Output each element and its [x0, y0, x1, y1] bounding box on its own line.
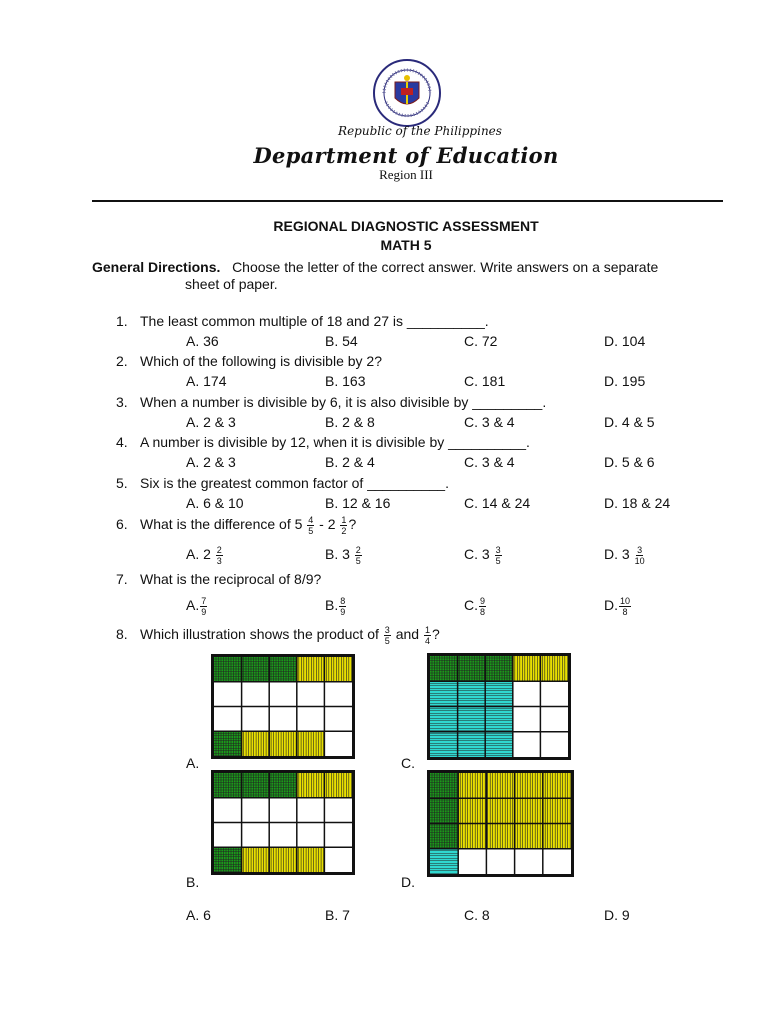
figure-b-label: B.	[186, 874, 200, 890]
q5-option-c: C. 14 & 24	[464, 495, 531, 511]
figure-d-grid	[427, 770, 574, 877]
question-text: The least common multiple of 18 and 27 is __________.	[140, 313, 489, 329]
question-4: 4. A number is divisible by 12, when it is divisible by __________.	[116, 434, 530, 450]
q4-option-d: D. 5 & 6	[604, 454, 655, 470]
q7-option-a: A. $\frac{7}{9}$	[186, 596, 207, 617]
fraction: $\frac{3}{5}$	[384, 625, 390, 646]
question-5: 5. Six is the greatest common factor of __________.	[116, 475, 449, 491]
subject-title: MATH 5	[380, 237, 432, 253]
question-text: Which of the following is divisible by 2?	[140, 353, 383, 369]
q2-option-a: A. 174	[186, 373, 227, 389]
q6-option-c: C. 3 $\frac{3}{5}$	[464, 545, 501, 566]
q2-option-d: D. 195	[604, 373, 646, 389]
question-2: 2. Which of the following is divisible by 2?	[116, 353, 383, 369]
figure-c-label: C.	[401, 755, 415, 771]
q5-option-a: A. 6 & 10	[186, 495, 244, 511]
q8-option-d: D. 9	[604, 907, 630, 923]
q3-option-a: A. 2 & 3	[186, 414, 236, 430]
q6-option-b: B. 3 $\frac{2}{5}$	[325, 545, 361, 566]
figure-c-grid	[427, 653, 571, 760]
q1-option-a: A. 36	[186, 333, 219, 349]
directions-text-continued: sheet of paper.	[185, 276, 278, 292]
directions-label: General Directions.	[92, 259, 221, 275]
q7-option-b: B. $\frac{8}{9}$	[325, 596, 346, 617]
question-text: What is the reciprocal of 8/9?	[140, 571, 322, 587]
q7-option-d: D. $\frac{10}{8}$	[604, 596, 631, 617]
question-text: When a number is divisible by 6, it is also divisible by _________.	[140, 394, 547, 410]
region-header: Region III	[379, 167, 433, 182]
q4-option-a: A. 2 & 3	[186, 454, 236, 470]
q4-option-c: C. 3 & 4	[464, 454, 515, 470]
figure-d-label: D.	[401, 874, 415, 890]
q3-option-c: C. 3 & 4	[464, 414, 515, 430]
q1-option-b: B. 54	[325, 333, 358, 349]
q1-option-d: D. 104	[604, 333, 646, 349]
q4-option-b: B. 2 & 4	[325, 454, 375, 470]
figure-a-grid	[211, 654, 355, 759]
question-1: 1. The least common multiple of 18 and 27 is __________.	[116, 313, 489, 329]
figure-a-label: A.	[186, 755, 200, 771]
q1-option-c: C. 72	[464, 333, 498, 349]
q3-option-d: D. 4 & 5	[604, 414, 655, 430]
question-8: 8. Which illustration shows the product of $\frac{3}{5}$ and $\frac{1}{4}$ ?	[116, 625, 440, 646]
department-header: Department of Education	[253, 143, 559, 168]
q8-option-a: A. 6	[186, 907, 211, 923]
q8-option-b: B. 7	[325, 907, 350, 923]
q6-option-d: D. 3 $\frac{3}{10}$	[604, 545, 645, 566]
figure-b-grid	[211, 770, 355, 875]
q8-option-c: C. 8	[464, 907, 490, 923]
republic-header: Republic of the Philippines	[338, 124, 502, 138]
q3-option-b: B. 2 & 8	[325, 414, 375, 430]
deped-seal-logo	[372, 58, 442, 128]
q5-option-d: D. 18 & 24	[604, 495, 671, 511]
question-7: 7. What is the reciprocal of 8/9?	[116, 571, 322, 587]
q5-option-b: B. 12 & 16	[325, 495, 391, 511]
header-divider	[92, 200, 723, 202]
q2-option-b: B. 163	[325, 373, 366, 389]
fraction: $\frac{1}{2}$	[341, 515, 347, 536]
directions-text: Choose the letter of the correct answer. Write answers on a separate	[232, 259, 659, 275]
question-6: 6. What is the difference of 5 $\frac{4}{5}$ - 2 $\frac{1}{2}$ ?	[116, 515, 357, 536]
q7-option-c: C. $\frac{9}{8}$	[464, 596, 486, 617]
question-text: Six is the greatest common factor of __________.	[140, 475, 449, 491]
question-text: A number is divisible by 12, when it is divisible by __________.	[140, 434, 530, 450]
assessment-title: REGIONAL DIAGNOSTIC ASSESSMENT	[273, 218, 539, 234]
general-directions	[92, 259, 732, 293]
fraction: $\frac{4}{5}$	[308, 515, 314, 536]
question-3: 3. When a number is divisible by 6, it is also divisible by _________.	[116, 394, 547, 410]
fraction: $\frac{1}{4}$	[424, 625, 430, 646]
q6-option-a: A. 2 $\frac{2}{3}$	[186, 545, 222, 566]
q2-option-c: C. 181	[464, 373, 506, 389]
